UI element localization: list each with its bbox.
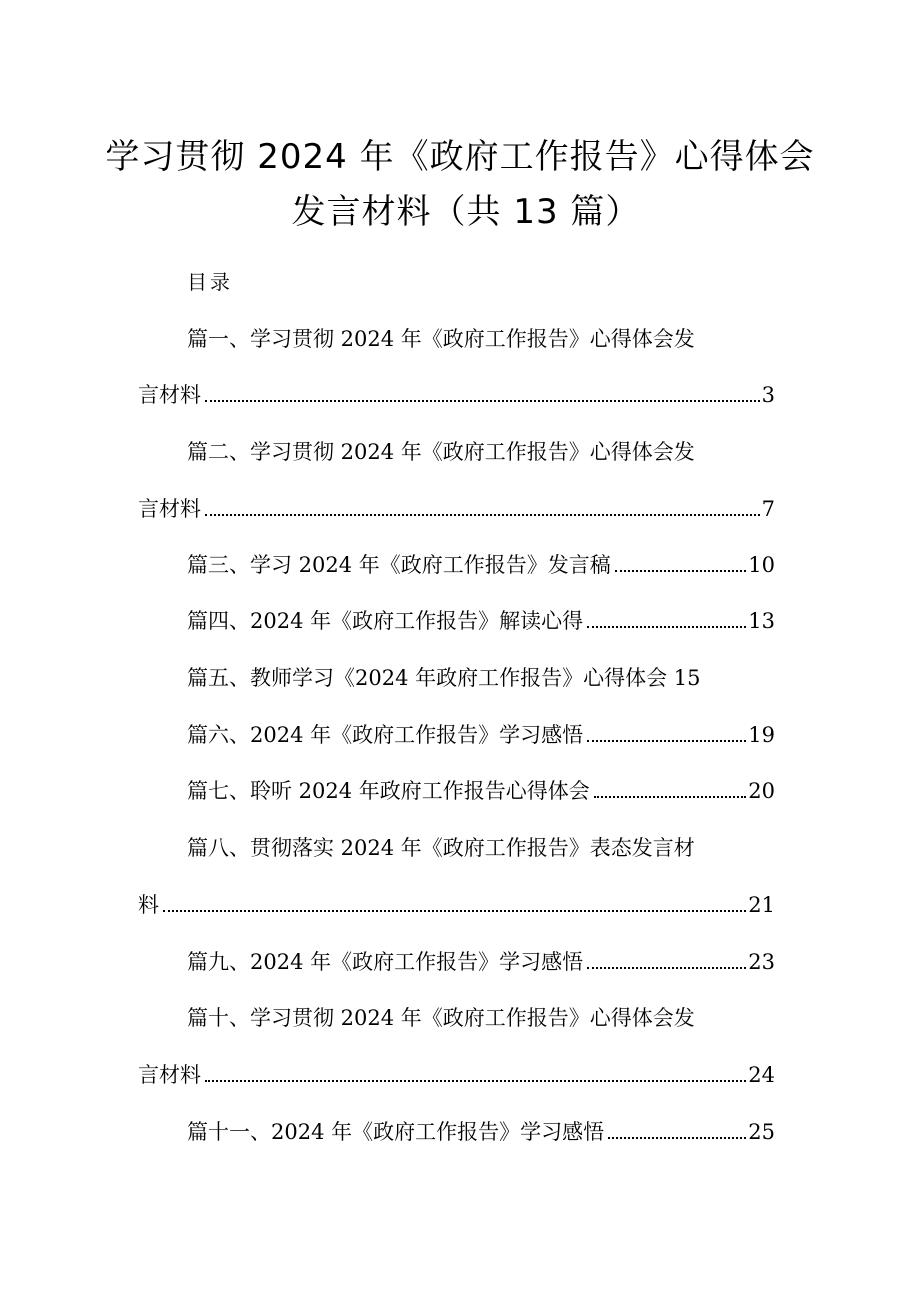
toc-entry-3[interactable] [187,544,775,576]
leader-dots [587,967,746,969]
leader-dots [163,910,746,912]
leader-dots [608,1137,746,1139]
toc-entry-title: 言材料 [138,497,201,521]
toc-entry-title: 料 [138,893,159,917]
toc-entry-title: 篇五、教师学习《2024 年政府工作报告》心得体会 15 [187,666,701,690]
toc-entry-2[interactable] [187,431,775,463]
toc-entry-1[interactable] [187,318,775,350]
toc-page-number: 10 [748,553,775,577]
toc-page-number: 19 [748,723,775,747]
toc-entry-title: 篇十、学习贯彻 2024 年《政府工作报告》心得体会发 [187,1006,695,1030]
leader-dots [205,514,760,516]
toc-entry-title: 篇二、学习贯彻 2024 年《政府工作报告》心得体会发 [187,440,695,464]
leader-dots [594,796,746,798]
toc-entry-title: 篇四、2024 年《政府工作报告》解读心得 [187,609,584,633]
toc-page-number: 13 [748,609,775,633]
toc-page-number: 7 [761,497,775,521]
toc-entry-8[interactable] [187,827,775,859]
toc-page-number: 23 [748,950,775,974]
toc-entry-7[interactable] [187,770,775,802]
toc-page-number: 20 [748,779,775,803]
toc-entry-6[interactable] [187,714,775,746]
leader-dots [205,1080,746,1082]
document-title-line-2: 发言材料（共 13 篇） [291,192,641,232]
toc-entry-1-continuation[interactable] [138,374,775,406]
toc-page-number: 24 [748,1063,775,1087]
toc-entry-title: 言材料 [138,1063,201,1087]
toc-entry-title: 篇一、学习贯彻 2024 年《政府工作报告》心得体会发 [187,327,695,351]
toc-entry-title: 篇三、学习 2024 年《政府工作报告》发言稿 [187,553,611,577]
toc-entry-title: 篇八、贯彻落实 2024 年《政府工作报告》表态发言材 [187,836,695,860]
toc-entry-title: 篇七、聆听 2024 年政府工作报告心得体会 [187,779,590,803]
toc-entry-title: 篇六、2024 年《政府工作报告》学习感悟 [187,723,584,747]
toc-page-number: 3 [761,383,775,407]
leader-dots [587,740,746,742]
toc-entry-11[interactable] [187,1111,775,1143]
toc-entry-2-continuation[interactable] [138,488,775,520]
toc-page-number: 25 [748,1120,775,1144]
toc-entry-10-continuation[interactable] [138,1054,775,1086]
toc-entry-10[interactable] [187,997,775,1029]
toc-entry-5[interactable] [187,657,775,689]
toc-entry-9[interactable] [187,941,775,973]
toc-entry-title: 篇九、2024 年《政府工作报告》学习感悟 [187,950,584,974]
toc-page-number: 21 [748,893,775,917]
toc-entry-8-continuation[interactable] [138,884,775,916]
document-title-line-1: 学习贯彻 2024 年《政府工作报告》心得体会 [105,137,815,177]
toc-entry-title: 篇十一、2024 年《政府工作报告》学习感悟 [187,1120,605,1144]
leader-dots [587,626,746,628]
toc-entry-title: 言材料 [138,383,201,407]
leader-dots [205,400,760,402]
toc-entry-4[interactable] [187,600,775,632]
leader-dots [615,570,746,572]
toc-heading: 目录 [187,270,233,294]
